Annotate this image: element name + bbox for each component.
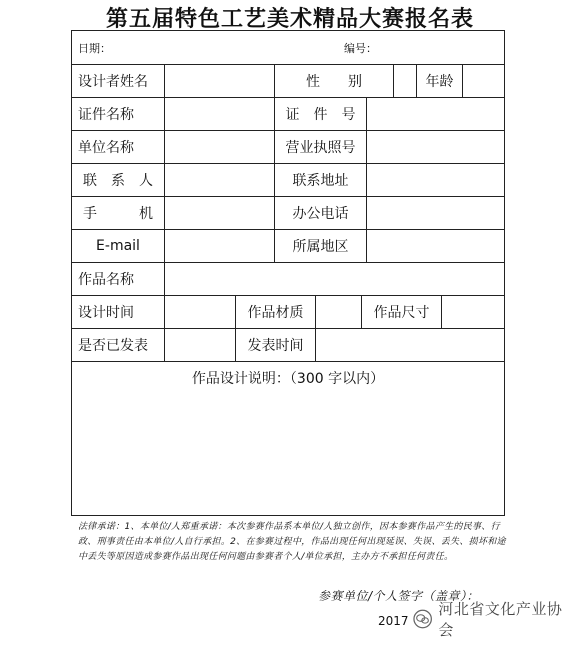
date-text: 2017 xyxy=(378,614,409,628)
age-label: 年龄 xyxy=(417,65,463,98)
publish-time-label: 发表时间 xyxy=(236,329,316,362)
region-label: 所属地区 xyxy=(275,230,367,263)
number-label: 编号： xyxy=(344,41,377,55)
legal-commitment: 法律承诺：1、本单位/人郑重承诺：本次参赛作品系本单位/人独立创作，因本参赛作品产生的民事、行政、刑事责任由本单位/人自行承担。2、在参赛过程中，作品出现任何出现延误、失误、丢失、损坏和途中丢失等原因造成参赛作品出现任何问题由参赛者个人/单位承担，主办方不承担任何责任。 xyxy=(78,522,506,562)
watermark xyxy=(413,600,573,639)
form-title: 第五届特色工艺美术精品大赛报名表 xyxy=(105,6,474,32)
signature-label: 参赛单位/个人签字（盖章）： xyxy=(318,589,480,603)
license-field[interactable] xyxy=(367,131,504,164)
designer-name-field[interactable] xyxy=(165,65,275,98)
design-time-field[interactable] xyxy=(165,296,236,329)
published-field[interactable] xyxy=(165,329,236,362)
date-label: 日期： xyxy=(78,41,111,55)
registration-form xyxy=(71,30,505,516)
region-field[interactable] xyxy=(367,230,504,263)
size-field[interactable] xyxy=(442,296,504,329)
material-label: 作品材质 xyxy=(236,296,316,329)
address-label: 联系地址 xyxy=(275,164,367,197)
material-field[interactable] xyxy=(316,296,362,329)
gender-field[interactable] xyxy=(394,65,417,98)
email-label: E-mail xyxy=(72,230,165,263)
unit-name-label: 单位名称 xyxy=(72,131,165,164)
age-field[interactable] xyxy=(463,65,504,98)
header-row xyxy=(72,31,504,65)
license-label: 营业执照号 xyxy=(275,131,367,164)
published-label: 是否已发表 xyxy=(72,329,165,362)
contact-person-label: 联 系 人 xyxy=(72,164,165,197)
wechat-icon xyxy=(413,609,432,629)
gender-label: 性 别 xyxy=(275,65,394,98)
designer-name-label: 设计者姓名 xyxy=(72,65,165,98)
publish-time-field[interactable] xyxy=(316,329,504,362)
id-number-label: 证 件 号 xyxy=(275,98,367,131)
size-label: 作品尺寸 xyxy=(362,296,442,329)
watermark-text: 河北省文化产业协会 xyxy=(438,600,563,639)
design-description-area[interactable] xyxy=(72,362,504,515)
address-field[interactable] xyxy=(367,164,504,197)
email-field[interactable] xyxy=(165,230,275,263)
id-number-field[interactable] xyxy=(367,98,504,131)
mobile-field[interactable] xyxy=(165,197,275,230)
work-name-field[interactable] xyxy=(165,263,504,296)
work-name-label: 作品名称 xyxy=(72,263,165,296)
office-phone-label: 办公电话 xyxy=(275,197,367,230)
mobile-label: 手 机 xyxy=(72,197,165,230)
design-time-label: 设计时间 xyxy=(72,296,165,329)
unit-name-field[interactable] xyxy=(165,131,275,164)
contact-person-field[interactable] xyxy=(165,164,275,197)
design-description-label: 作品设计说明：（300 字以内） xyxy=(191,371,385,387)
id-type-label: 证件名称 xyxy=(72,98,165,131)
office-phone-field[interactable] xyxy=(367,197,504,230)
id-type-field[interactable] xyxy=(165,98,275,131)
